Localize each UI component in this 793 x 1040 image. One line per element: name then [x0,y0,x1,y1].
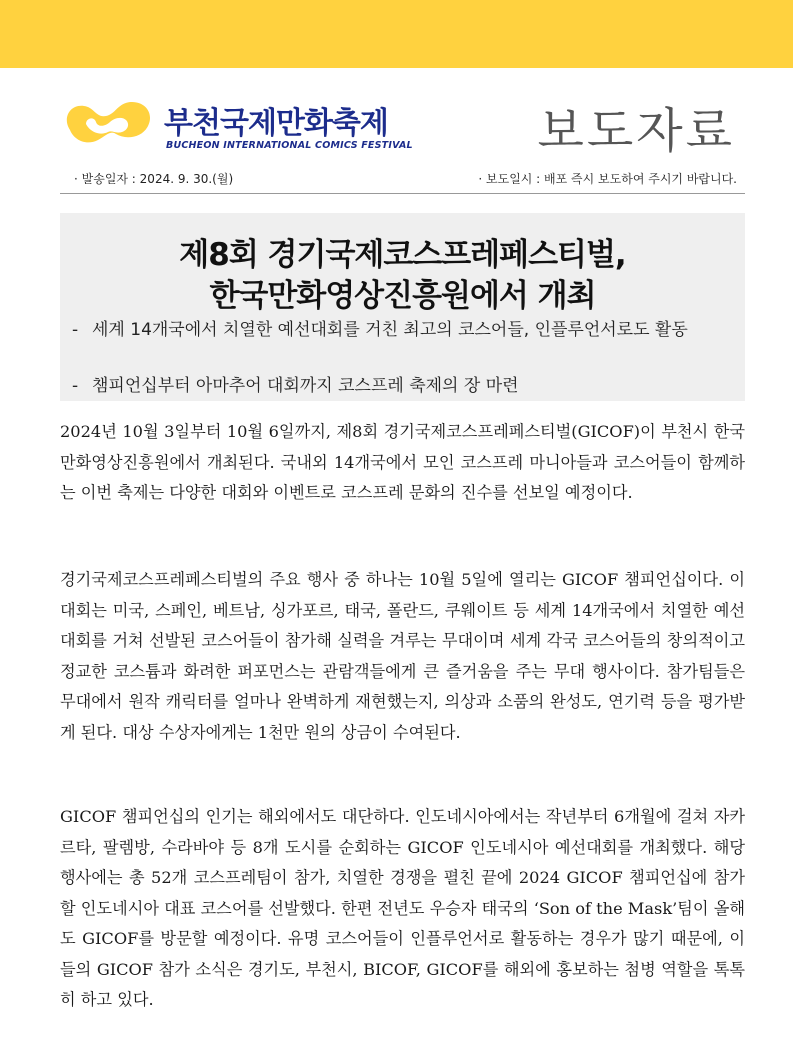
subheadline-1-text: 세계 14개국에서 치열한 예선대회를 거친 최고의 코스어들, 인플루언서로도 활동 [92,320,688,340]
header-divider [60,193,745,194]
doc-type-title: 보도자료 [537,103,735,159]
embargo-note: · 보도일시 : 배포 즉시 보도하여 주시기 바랍니다. [478,172,737,186]
subheadline-1-dash: - [72,320,79,340]
org-name: 부천국제만화축제 [164,106,388,141]
festival-logo-icon [60,96,156,146]
headline-line-1: 제8회 경기국제코스프레페스티벌, [179,237,626,273]
subheadline-1 [72,317,736,343]
subheadline-2-dash: - [72,376,79,396]
headline-box [60,213,745,401]
release-date: · 발송일자 : 2024. 9. 30.(월) [74,172,234,186]
body-paragraph-2: 경기국제코스프레페스티벌의 주요 행사 중 하나는 10월 5일에 열리는 GICOF 챔피언십이다. 이 대회는 미국, 스페인, 베트남, 싱가포르, 태국, 폴란드, 쿠웨이트 등 세계 14개국에서 치열한 예선대회를 거쳐 선발된 코스어들이 참가해 실력을 겨루는 무대이며 세계 각국 코스어들의 창의적이고 정교한 코스튬과 화려한 퍼포먼스는 관람객들에게 큰 즐거움을 주는 무대 행사이다. 참가팀들은 무대에서 원작 캐릭터를 얼마나 완벽하게 재현했는지, 의상과 소품의 완성도, 연기력 등을 평가받게 된다. 대상 수상자에게는 1천만 원의 상금이 수여된다. [60,570,745,742]
subheadline-2-text: 챔피언십부터 아마추어 대회까지 코스프레 축제의 장 마련 [92,376,519,396]
body-paragraph-1: 2024년 10월 3일부터 10월 6일까지, 제8회 경기국제코스프레페스티벌(GICOF)이 부천시 한국만화영상진흥원에서 개최된다. 국내외 14개국에서 모인 코스프레 마니아들과 코스어들이 함께하는 이번 축제는 다양한 대회와 이벤트로 코스프레 문화의 진수를 선보일 예정이다. [60,422,745,502]
headline-line-2: 한국만화영상진흥원에서 개최 [209,278,596,314]
org-name-en: BUCHEON INTERNATIONAL COMICS FESTIVAL [166,140,413,151]
subheadline-2 [72,373,736,399]
body-paragraph-3: GICOF 챔피언십의 인기는 해외에서도 대단하다. 인도네시아에서는 작년부터 6개월에 걸쳐 자카르타, 팔렘방, 수라바야 등 8개 도시를 순회하는 GICOF 인도네시아 예선대회를 개최했다. 해당 행사에는 총 52개 코스프레팀이 참가, 치열한 경쟁을 펼친 끝에 2024 GICOF 챔피언십에 참가할 인도네시아 대표 코스어를 선발했다. 한편 전년도 우승자 태국의 ‘Son of the Mask’팀이 올해도 GICOF를 방문할 예정이다. 유명 코스어들이 인플루언서로 활동하는 경우가 많기 때문에, 이들의 GICOF 참가 소식은 경기도, 부천시, BICOF, GICOF를 해외에 홍보하는 첨병 역할을 톡톡히 하고 있다. [60,807,745,1009]
top-color-band [0,0,793,68]
